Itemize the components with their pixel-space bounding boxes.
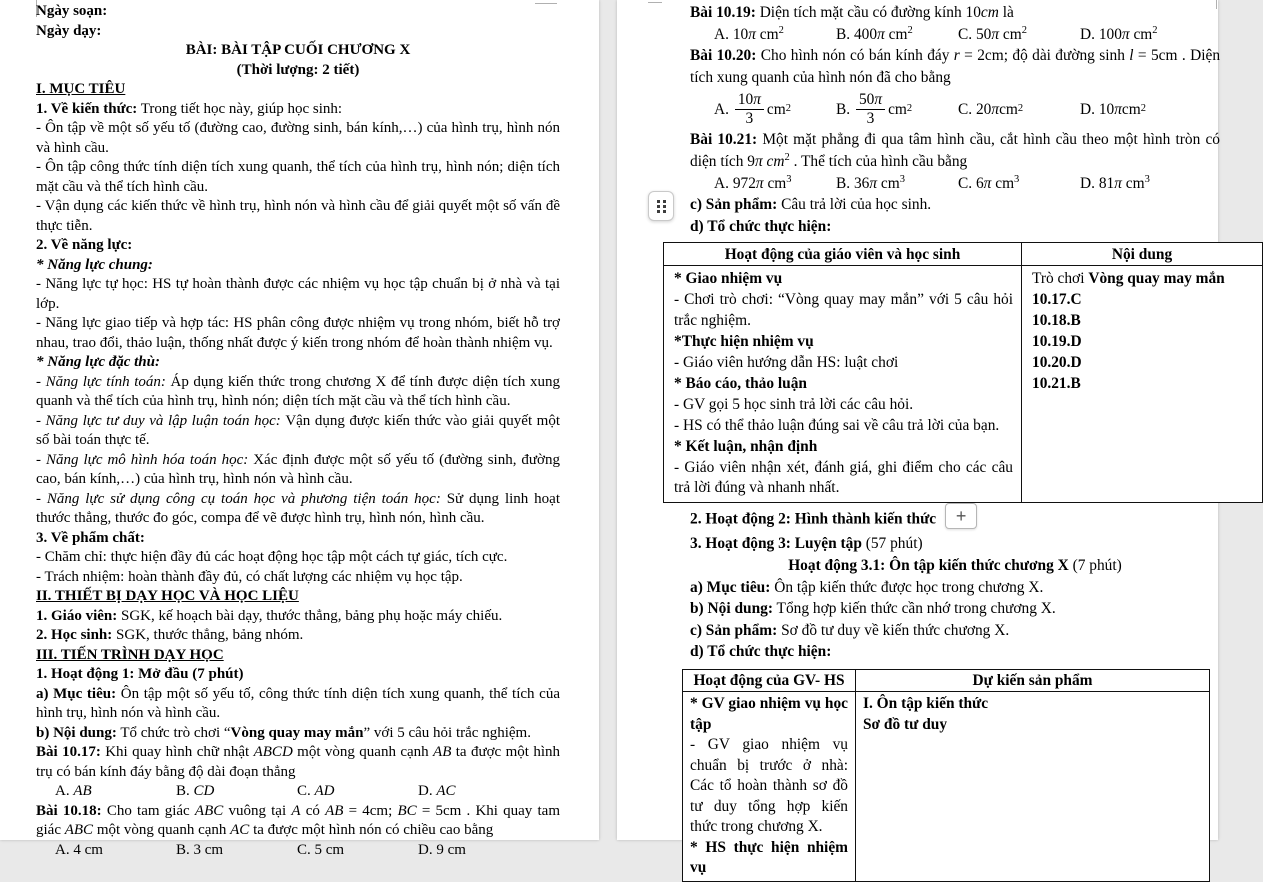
text-run: 1. Về kiến thức: <box>36 100 138 117</box>
answer-option <box>297 782 418 802</box>
text-run: 3. Về phẩm chất: <box>36 529 145 546</box>
text-run: A <box>291 802 301 819</box>
activity1-table <box>663 242 1263 503</box>
activity31-table <box>682 669 1210 882</box>
paragraph <box>690 129 1220 172</box>
paragraph <box>690 694 848 735</box>
text-run: 2 <box>778 24 784 36</box>
text-run: Trò chơi <box>1032 270 1089 288</box>
text-run: Cho hình nón có bán kính đáy <box>756 47 954 65</box>
text-run: - Chơi trò chơi: “Vòng quay may mắn” với 5 câu hỏi trắc nghiệm. <box>674 291 1013 330</box>
text-run: = 5cm <box>416 802 462 819</box>
text-run: r <box>953 47 960 65</box>
answer-option <box>55 841 176 861</box>
answer-options-row <box>36 841 560 861</box>
answer-options-row <box>690 173 1220 195</box>
paragraph <box>36 353 560 373</box>
text-run: III. TIẾN TRÌNH DẠY HỌC <box>36 646 224 663</box>
answer-option <box>55 782 176 802</box>
paragraph <box>674 269 1013 290</box>
text-run: - Chăm chỉ: thực hiện đầy đủ các hoạt động học tập một cách tự giác, tích cực. <box>36 549 508 565</box>
table-header-cell: Hoạt động của giáo viên và học sinh <box>664 243 1022 266</box>
paragraph <box>690 598 1220 620</box>
option-letter: D. <box>1080 25 1099 43</box>
text-run: π <box>874 91 883 109</box>
paragraph <box>36 373 560 412</box>
answer-option <box>1080 173 1202 195</box>
paragraph <box>36 646 560 666</box>
paragraph <box>1032 269 1254 290</box>
table-header-cell: Nội dung <box>1022 243 1263 266</box>
text-run: - Năng lực sử dụng công cụ toán học và phương tiện toán học: <box>36 490 447 507</box>
paragraph <box>690 620 1220 642</box>
text-run: BÀI: BÀI TẬP CUỐI CHƯƠNG X <box>185 42 411 58</box>
text-run: cm <box>999 100 1018 118</box>
answer-option <box>958 24 1080 46</box>
answer-option <box>418 782 539 802</box>
text-run: - GV gọi 5 học sinh trả lời các câu hỏi. <box>674 395 914 413</box>
text-run: Áp dụng kiến thức trong chương X để tính được diện tích xung quanh và thể tích của hình trụ, hình nón; diện tích mặt cầu và thể tích hình cầu. <box>36 373 560 409</box>
text-run: - Vận dụng các kiến thức về hình trụ, hình nón và hình cầu để giải quyết một số vấn đề thực tiễn. <box>36 198 560 234</box>
text-run: π <box>991 100 1000 118</box>
text-run: cm <box>884 25 908 43</box>
text-run: AD <box>314 783 335 799</box>
text-run: 2 <box>907 24 913 36</box>
text-run: 4 cm <box>73 841 103 858</box>
answer-option <box>714 24 836 46</box>
paragraph <box>36 314 560 353</box>
text-run: Vận dụng được kiến thức vào giải quyết một số bài toán thực tế. <box>36 412 560 448</box>
text-run: cm <box>1121 100 1141 118</box>
paragraph <box>674 395 1013 416</box>
text-run: 3 cm <box>193 841 224 858</box>
text-run: I. MỤC TIÊU <box>36 81 126 97</box>
text-run: 10.17.C <box>1032 291 1082 309</box>
paragraph <box>690 641 1220 663</box>
text-run: (57 phút) <box>861 535 923 553</box>
table-cell-teacher-student-activity <box>664 266 1022 503</box>
text-run: l <box>1129 47 1134 65</box>
text-run: Bài 10.20: <box>690 47 757 65</box>
paragraph <box>36 61 560 81</box>
paragraph <box>674 332 1013 353</box>
text-run: Bài 10.21: <box>690 131 758 149</box>
text-run: 3. Hoạt động 3: Luyện tập <box>690 535 862 553</box>
answer-option <box>176 841 297 861</box>
text-run: 36 <box>853 174 870 192</box>
document-page-2[interactable] <box>617 0 1225 877</box>
answer-option: C. 20 π cm 2 <box>958 99 1080 121</box>
activity3-block <box>690 533 1220 663</box>
answer-options-row <box>690 24 1220 46</box>
text-run: Bài 10.18: <box>36 802 102 819</box>
paragraph <box>690 555 1220 577</box>
option-letter: A. <box>55 841 74 858</box>
text-run: - HS có thể thảo luận đúng sai về câu trả lời của bạn. <box>674 416 1000 434</box>
text-run: - Năng lực mô hình hóa toán học: <box>36 451 254 468</box>
paragraph <box>1032 290 1254 311</box>
text-run: 5 cm <box>314 841 345 858</box>
table-header-cell: Dự kiến sản phẩm <box>856 669 1210 692</box>
activity2-heading <box>690 507 1220 533</box>
text-run: ta được một hình nón có chiều cao bằng <box>249 822 494 838</box>
answer-option <box>1080 24 1202 46</box>
text-run: 10.19.D <box>1032 333 1082 351</box>
text-run: c) Sản phẩm: <box>690 621 778 639</box>
option-letter: B. <box>176 783 194 799</box>
text-run: π <box>991 25 1000 43</box>
text-run: 100 <box>1098 25 1122 43</box>
text-run: * Giao nhiệm vụ <box>674 270 783 288</box>
option-letter: C. <box>297 783 315 799</box>
option-letter: A. <box>714 174 733 192</box>
text-run: ABC <box>194 802 224 819</box>
text-run: Sơ đồ tư duy về kiến thức chương X. <box>777 621 1010 639</box>
text-run: π <box>1121 25 1130 43</box>
paragraph <box>36 626 560 646</box>
paragraph <box>690 216 1220 238</box>
text-run: (7 phút) <box>1068 556 1122 574</box>
paragraph <box>36 802 560 841</box>
paragraph <box>863 715 1202 736</box>
text-run: * HS thực hiện nhiệm vụ <box>690 838 848 877</box>
text-run: AB <box>433 744 452 760</box>
text-run: 972 <box>732 174 756 192</box>
text-run: 2 <box>784 151 790 163</box>
option-letter: B. <box>176 841 194 858</box>
text-run: - Ôn tập công thức tính diện tích xung quanh, thể tích của hình trụ, hình nón; diện tích mặt cầu và thể tích hình cầu. <box>36 159 560 195</box>
text-run: AC <box>436 783 456 799</box>
text-run: . Thể tích của hình cầu bằng <box>789 152 968 170</box>
text-run: = 2cm; độ dài đường sinh <box>959 47 1130 65</box>
paragraph <box>36 412 560 451</box>
text-run: Sử dụng linh hoạt thước thẳng, thước đo góc, compa để vẽ được hình trụ, hình nón, hình cầu. <box>36 490 560 526</box>
text-run: ABCD <box>253 744 293 760</box>
page-2-text <box>617 0 1225 882</box>
paragraph <box>674 353 1013 374</box>
text-run: cm <box>888 100 907 118</box>
text-run: d) Tổ chức thực hiện: <box>690 217 832 235</box>
text-run: * Năng lực chung: <box>36 256 153 273</box>
table-header-cell: Hoạt động của GV- HS <box>683 669 856 692</box>
answer-option <box>176 782 297 802</box>
text-run: cm <box>755 25 779 43</box>
paragraph <box>36 100 560 120</box>
paragraph <box>36 256 560 276</box>
text-run: II. THIẾT BỊ DẠY HỌC VÀ HỌC LIỆU <box>36 588 299 604</box>
paragraph <box>36 22 560 42</box>
answer-options-row <box>690 91 1220 127</box>
answer-option <box>958 173 1080 195</box>
paragraph <box>863 694 1202 715</box>
text-run: CD <box>193 783 215 799</box>
text-run: 3 <box>899 173 905 185</box>
option-letter: C. <box>297 841 315 858</box>
text-run: * Kết luận, nhận định <box>674 437 818 455</box>
text-run: b) Nội dung: <box>690 600 773 618</box>
answer-option <box>836 173 958 195</box>
text-run: π <box>1114 100 1122 118</box>
text-run: π <box>753 91 761 109</box>
option-letter: D. <box>1080 100 1099 118</box>
text-run: cm <box>999 25 1022 43</box>
text-run: AB <box>325 802 344 819</box>
page-1-text <box>0 0 599 860</box>
paragraph <box>36 548 560 568</box>
text-run: cm <box>1129 25 1153 43</box>
paragraph <box>36 41 560 61</box>
paragraph <box>36 685 560 724</box>
table-cell-content <box>1022 266 1263 503</box>
text-run: 2. Về năng lực: <box>36 237 133 253</box>
paragraph <box>36 724 560 744</box>
text-run: cm <box>877 174 900 192</box>
paragraph <box>674 374 1013 395</box>
text-run: 400 <box>853 25 878 43</box>
fraction: $\frac{10\pi}{3}$ <box>735 91 764 127</box>
paragraph <box>36 587 560 607</box>
text-run: AC <box>230 822 250 838</box>
text-run: có <box>300 802 326 819</box>
text-run: π <box>983 174 992 192</box>
text-run: = 4cm; <box>343 802 398 819</box>
text-run: . Khi quay tam giác <box>36 802 561 838</box>
text-run: - Trách nhiệm: hoàn thành đầy đủ, có chất lượng các nhiệm vụ học tập. <box>36 568 463 585</box>
text-run: ABC <box>64 822 94 838</box>
paragraph <box>1032 353 1254 374</box>
option-letter: D. <box>1080 174 1099 192</box>
text-run: Một mặt phẳng đi qua tâm hình cầu, cắt hình cầu theo một hình tròn có diện tích 9 <box>690 131 1220 170</box>
paragraph <box>36 80 560 100</box>
paragraph <box>36 119 560 158</box>
option-letter: C. <box>958 25 976 43</box>
text-run: Ôn tập một số yếu tố, công thức tính diện tích xung quanh, thể tích của hình trụ, hình nón và hình cầu. <box>36 685 561 721</box>
paragraph <box>36 743 560 782</box>
drag-handle-icon <box>657 200 666 213</box>
paragraph <box>36 158 560 197</box>
text-run: 2 <box>1152 24 1158 36</box>
text-run: cm <box>763 174 787 192</box>
text-run: π <box>877 25 885 43</box>
table-header-row <box>683 669 1210 692</box>
text-run: * GV giao nhiệm vụ học tập <box>690 695 848 733</box>
text-run: 10 <box>1098 100 1115 118</box>
table-row <box>683 692 1210 882</box>
text-run: Diện tích mặt cầu có đường kính 10 <box>755 4 981 21</box>
paragraph <box>36 236 560 256</box>
paragraph <box>36 2 560 22</box>
text-run: 50 <box>975 25 992 43</box>
text-run: 2 <box>1021 24 1027 36</box>
drag-handle-button[interactable] <box>648 191 674 221</box>
text-run: là <box>998 4 1014 21</box>
paragraph <box>674 458 1013 500</box>
text-run: - Năng lực tư duy và lập luận toán học: <box>36 412 286 429</box>
paragraph <box>36 451 560 490</box>
text-run: a) Mục tiêu: <box>36 685 117 702</box>
paragraph <box>674 290 1013 332</box>
text-run: 50 <box>858 91 875 109</box>
text-run: Trong tiết học này, giúp học sinh: <box>137 100 343 117</box>
text-run: Bài 10.17: <box>36 744 101 760</box>
text-run: . Diện tích xung quanh của hình nón đã cho bằng <box>690 47 1221 86</box>
text-run: 10.18.B <box>1032 312 1081 330</box>
text-run: 10.21.B <box>1032 374 1081 392</box>
text-run: 6 <box>975 174 984 192</box>
text-run: - Năng lực tính toán: <box>36 373 171 390</box>
text-run: Ngày dạy: <box>36 22 102 39</box>
paragraph <box>690 577 1220 599</box>
text-run: Khi quay hình chữ nhật <box>100 744 254 760</box>
text-run: 2. Học sinh: <box>36 627 113 643</box>
option-letter: A. <box>55 783 74 799</box>
text-run: cm <box>991 174 1015 192</box>
text-run: Cho tam giác <box>101 802 195 819</box>
text-run: cm <box>766 100 786 118</box>
text-run: π <box>755 174 764 192</box>
text-run: 10 <box>737 91 754 109</box>
text-run: Ngày soạn: <box>36 3 108 19</box>
text-run: Tổ chức trò chơi “ <box>116 724 231 741</box>
text-run: 10.20.D <box>1032 353 1082 371</box>
paragraph <box>1032 311 1254 332</box>
text-run: Vòng quay may mắn <box>1088 270 1225 288</box>
table-cell-expected-product <box>856 692 1210 882</box>
answer-option <box>714 173 836 195</box>
paragraph <box>690 533 1220 555</box>
text-run: ta được một hình trụ có bán kính đáy bằng độ dài đoạn thẳng <box>36 744 560 780</box>
text-run: - Năng lực giao tiếp và hợp tác: HS phân công được nhiệm vụ trong nhóm, biết hỗ trợ nhau, trao đổi, thảo luận, thống nhất được ý kiến trong nhóm để hoàn thành nhiệm vụ. <box>36 315 560 351</box>
fraction: $\frac{50\pi}{3}$ <box>856 91 885 127</box>
table-header-row <box>664 243 1263 266</box>
text-run: a) Mục tiêu: <box>690 578 771 596</box>
text-run: 81 <box>1098 174 1115 192</box>
text-run: cm <box>1121 174 1145 192</box>
paragraph <box>1032 332 1254 353</box>
text-run: 20 <box>975 100 992 118</box>
text-run: Ôn tập kiến thức được học trong chương X. <box>770 578 1044 596</box>
text-run: SGK, kế hoạch bài dạy, thước thẳng, bảng phụ hoặc máy chiếu. <box>117 607 503 624</box>
text-run: 3 <box>1144 173 1150 185</box>
text-run: - Năng lực tự học: HS tự hoàn thành được các nhiệm vụ học tập chuẩn bị ở nhà và tại lớp. <box>36 276 560 312</box>
text-run: (Thời lượng: 2 tiết) <box>236 61 360 78</box>
paragraph <box>690 838 848 879</box>
text-run: I. Ôn tập kiến thức <box>863 695 989 713</box>
text-run: - Ôn tập về một số yếu tố (đường cao, đường sinh, bán kính,…) của hình trụ, hình nón và hình cầu. <box>36 120 560 156</box>
text-run: - GV giao nhiệm vụ chuẩn bị trước ở nhà: Các tổ hoàn thành sơ đồ tư duy tổng hợp kiến thức trong chương X. <box>690 736 848 836</box>
option-letter: B. <box>836 25 854 43</box>
exercises-block <box>690 2 1220 237</box>
text-run: 3 <box>1014 173 1020 185</box>
answer-option: A. $\frac{10\pi}{3}$ cm 2 <box>714 91 791 128</box>
plus-icon: + <box>955 506 967 527</box>
text-run: một vòng quanh cạnh <box>93 822 231 838</box>
paragraph <box>1032 374 1254 395</box>
paragraph <box>674 437 1013 458</box>
answer-option <box>418 841 539 861</box>
answer-option: D. 10 π cm 2 <box>1080 99 1202 121</box>
paragraph <box>690 2 1220 24</box>
option-letter: B. <box>836 174 854 192</box>
text-run: Câu trả lời của học sinh. <box>777 196 932 214</box>
text-run: Xác định được một số yếu tố (đường sinh, đường cao, bán kính,…) của hình trụ, hình nón và hình cầu. <box>36 451 560 487</box>
paragraph <box>36 490 560 529</box>
text-run: - Giáo viên nhận xét, đánh giá, ghi điểm cho các câu trả lời đúng và nhanh nhất. <box>674 458 1013 497</box>
text-run: BC <box>397 802 417 819</box>
text-run: SGK, thước thẳng, bảng nhóm. <box>112 627 304 643</box>
answer-options-row <box>36 782 560 802</box>
paragraph <box>36 275 560 314</box>
text-run: ” với 5 câu hỏi trắc nghiệm. <box>363 724 531 741</box>
option-letter: C. <box>958 100 976 118</box>
option-letter: D. <box>418 783 437 799</box>
text-run: Tổng hợp kiến thức cần nhớ trong chương X. <box>772 600 1056 618</box>
activity2-label <box>690 511 936 528</box>
text-run: * Báo cáo, thảo luận <box>674 374 807 392</box>
text-run: AB <box>73 783 92 799</box>
paragraph <box>690 735 848 838</box>
text-run: * Năng lực đặc thù: <box>36 354 160 370</box>
text-run: 3 <box>786 173 792 185</box>
text-run: *Thực hiện nhiệm vụ <box>674 333 814 351</box>
text-run: Sơ đồ tư duy <box>863 715 948 733</box>
option-letter: A. <box>714 100 733 118</box>
text-run: π <box>748 25 756 43</box>
paragraph <box>36 197 560 236</box>
text-run: 1. Hoạt động 1: Mở đầu (7 phút) <box>36 666 244 682</box>
text-run: b) Nội dung: <box>36 724 117 741</box>
option-letter: C. <box>958 174 976 192</box>
table-row <box>664 266 1263 503</box>
paragraph <box>36 568 560 588</box>
text-run: π <box>1114 174 1122 192</box>
text-run: 1. Giáo viên: <box>36 607 118 624</box>
add-block-button[interactable] <box>945 503 977 529</box>
answer-option: B. $\frac{50\pi}{3}$ cm 2 <box>836 91 913 128</box>
paragraph <box>36 607 560 627</box>
paragraph <box>690 45 1220 88</box>
paragraph <box>674 416 1013 437</box>
text-run: c) Sản phẩm: <box>690 196 778 214</box>
text-run: 9 cm <box>436 841 466 858</box>
answer-option <box>836 24 958 46</box>
option-letter: A. <box>714 25 733 43</box>
document-page-1[interactable] <box>0 0 599 858</box>
answer-option <box>297 841 418 861</box>
text-run: Bài 10.19: <box>690 4 756 21</box>
text-run: d) Tổ chức thực hiện: <box>690 643 832 661</box>
text-run: Hoạt động 3.1: Ôn tập kiến thức chương X <box>788 556 1069 574</box>
table-cell-gv-hs-activity <box>683 692 856 882</box>
paragraph <box>36 665 560 685</box>
text-run: = 5cm <box>1133 47 1178 65</box>
paragraph <box>690 194 1220 216</box>
text-run: π cm <box>754 152 785 170</box>
text-run: - Giáo viên hướng dẫn HS: luật chơi <box>674 353 899 371</box>
text-run: 10 <box>732 25 749 43</box>
text-run: vuông tại <box>223 802 292 819</box>
text-run: π <box>869 174 878 192</box>
option-letter: D. <box>418 841 437 858</box>
paragraph <box>36 529 560 549</box>
text-run: 2. Hoạt động 2: Hình thành kiến thức <box>690 510 937 528</box>
option-letter: B. <box>836 100 854 118</box>
text-run: cm <box>980 4 999 21</box>
text-run: Vòng quay may mắn <box>230 724 364 741</box>
text-run: một vòng quanh cạnh <box>292 744 434 760</box>
